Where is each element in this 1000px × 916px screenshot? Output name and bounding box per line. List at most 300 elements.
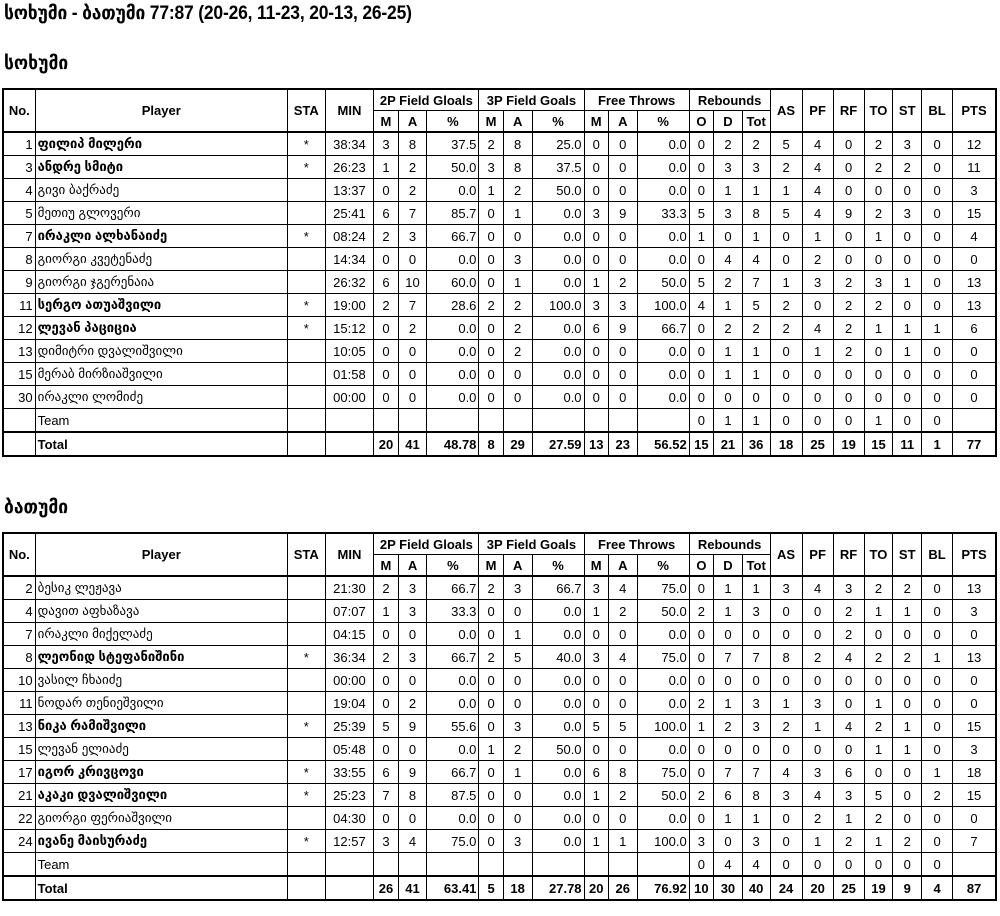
stat-rt: 3	[742, 156, 770, 179]
stat-rt: 1	[742, 179, 770, 202]
stat-p3m: 2	[479, 576, 503, 600]
stat-to: 2	[864, 646, 893, 669]
stat-p2p: 66.7	[427, 576, 479, 600]
stat-ftp: 50.0	[637, 271, 689, 294]
stat-p2a: 0	[398, 669, 427, 692]
team-stat-bl: 0	[922, 853, 953, 877]
stat-pts: 13	[953, 271, 996, 294]
player-name: ლევან პაციცია	[35, 317, 287, 340]
player-row	[3, 225, 996, 248]
stat-ftm: 3	[584, 646, 608, 669]
header-rf: RF	[833, 89, 864, 132]
stat-p3p: 0.0	[532, 386, 584, 409]
stat-as: 0	[770, 363, 802, 386]
stat-p2p: 0.0	[427, 340, 479, 363]
stat-ftm: 0	[584, 156, 608, 179]
stat-as: 5	[770, 202, 802, 225]
player-row	[3, 363, 996, 386]
stat-p2a: 0	[398, 248, 427, 271]
player-minutes: 01:58	[325, 363, 374, 386]
stat-p2m: 0	[374, 669, 398, 692]
empty-cell	[427, 409, 479, 433]
total-stat-pts: 87	[953, 876, 996, 900]
empty-cell	[427, 853, 479, 877]
stat-ftm: 3	[584, 294, 608, 317]
stat-pts: 18	[953, 761, 996, 784]
total-stat-p2m: 26	[374, 876, 398, 900]
player-row	[3, 156, 996, 179]
player-minutes: 10:05	[325, 340, 374, 363]
total-stat-fta: 26	[608, 876, 637, 900]
stat-rf: 1	[833, 807, 864, 830]
player-name: ლეონიდ სტეფანიშინი	[35, 646, 287, 669]
stat-ftm: 0	[584, 386, 608, 409]
stat-st: 2	[893, 830, 922, 853]
player-name: მეთიუ გლოვერი	[35, 202, 287, 225]
stat-fta: 8	[608, 761, 637, 784]
stat-rf: 4	[833, 646, 864, 669]
stat-p2m: 3	[374, 830, 398, 853]
stat-ro: 2	[689, 692, 713, 715]
stat-as: 0	[770, 738, 802, 761]
subheader-tot: Tot	[742, 111, 770, 133]
stat-p3m: 0	[479, 715, 503, 738]
stat-p2m: 0	[374, 738, 398, 761]
stat-rf: 0	[833, 132, 864, 156]
stat-p3m: 0	[479, 248, 503, 271]
stat-to: 2	[864, 807, 893, 830]
starter-mark: *	[287, 715, 325, 738]
subheader-a: A	[608, 111, 637, 133]
player-row	[3, 340, 996, 363]
stat-p3p: 0.0	[532, 830, 584, 853]
stat-p3p: 0.0	[532, 600, 584, 623]
stat-p2p: 0.0	[427, 179, 479, 202]
total-row-label: Total	[35, 432, 287, 456]
stat-p3a: 2	[503, 317, 532, 340]
stat-ftm: 6	[584, 761, 608, 784]
stat-bl: 1	[922, 761, 953, 784]
stat-ftm: 0	[584, 248, 608, 271]
stat-p3m: 0	[479, 225, 503, 248]
total-stat-p2a: 41	[398, 876, 427, 900]
stat-st: 3	[893, 202, 922, 225]
stat-ftm: 1	[584, 830, 608, 853]
stat-fta: 4	[608, 576, 637, 600]
stat-p2a: 0	[398, 738, 427, 761]
stat-ftp: 0.0	[637, 248, 689, 271]
stat-p3a: 1	[503, 202, 532, 225]
header-rf: RF	[833, 533, 864, 576]
team-stat-as: 0	[770, 853, 802, 877]
subheader-m: M	[584, 555, 608, 577]
stat-p2m: 6	[374, 271, 398, 294]
stat-rf: 0	[833, 248, 864, 271]
stat-ro: 5	[689, 202, 713, 225]
player-number: 8	[3, 248, 35, 271]
stat-ftp: 100.0	[637, 294, 689, 317]
stat-ro: 0	[689, 363, 713, 386]
stat-p3m: 0	[479, 830, 503, 853]
stat-ro: 1	[689, 715, 713, 738]
subheader-m: M	[374, 111, 398, 133]
stat-pts: 13	[953, 576, 996, 600]
stat-rd: 2	[714, 715, 743, 738]
total-stat-p3m: 5	[479, 876, 503, 900]
stat-fta: 2	[608, 600, 637, 623]
subheader-o: O	[689, 555, 713, 577]
stat-rd: 0	[714, 225, 743, 248]
starter-mark	[287, 669, 325, 692]
stat-p2p: 66.7	[427, 225, 479, 248]
stat-rd: 1	[714, 600, 743, 623]
stat-pts: 0	[953, 363, 996, 386]
stat-to: 0	[864, 363, 893, 386]
stat-rd: 3	[714, 202, 743, 225]
stat-p3m: 3	[479, 156, 503, 179]
stat-as: 4	[770, 761, 802, 784]
stat-p2m: 7	[374, 784, 398, 807]
starter-mark	[287, 692, 325, 715]
empty-cell	[479, 853, 503, 877]
stat-ftp: 50.0	[637, 600, 689, 623]
player-number: 15	[3, 738, 35, 761]
team-title-away: ბათუმი	[4, 497, 69, 518]
stat-rt: 1	[742, 807, 770, 830]
subheader-percent: %	[637, 111, 689, 133]
stat-ftp: 0.0	[637, 132, 689, 156]
stat-rt: 7	[742, 646, 770, 669]
stat-rt: 0	[742, 669, 770, 692]
subheader-d: D	[714, 111, 743, 133]
player-number: 12	[3, 317, 35, 340]
stat-pf: 2	[802, 248, 833, 271]
stat-p3m: 0	[479, 692, 503, 715]
stat-fta: 9	[608, 202, 637, 225]
stat-rf: 9	[833, 202, 864, 225]
stat-rf: 2	[833, 600, 864, 623]
stat-pf: 3	[802, 692, 833, 715]
player-row	[3, 807, 996, 830]
subheader-m: M	[479, 111, 503, 133]
player-row	[3, 179, 996, 202]
stat-p2a: 8	[398, 784, 427, 807]
stat-st: 1	[893, 317, 922, 340]
stat-st: 0	[893, 692, 922, 715]
stat-st: 0	[893, 807, 922, 830]
stat-ftm: 3	[584, 202, 608, 225]
stat-p2a: 3	[398, 646, 427, 669]
stat-p3m: 0	[479, 623, 503, 646]
stat-pf: 0	[802, 294, 833, 317]
player-name: გიორგი ჯგერენაია	[35, 271, 287, 294]
stat-to: 1	[864, 830, 893, 853]
stat-st: 2	[893, 576, 922, 600]
stat-rf: 0	[833, 692, 864, 715]
stat-rd: 7	[714, 646, 743, 669]
stat-ro: 0	[689, 738, 713, 761]
empty-cell	[479, 409, 503, 433]
stat-ro: 5	[689, 271, 713, 294]
empty-cell	[637, 853, 689, 877]
empty-cell	[287, 432, 325, 456]
stat-fta: 0	[608, 132, 637, 156]
stat-p3p: 0.0	[532, 363, 584, 386]
player-number: 9	[3, 271, 35, 294]
total-stat-st: 11	[893, 432, 922, 456]
subheader-a: A	[503, 111, 532, 133]
player-minutes: 08:24	[325, 225, 374, 248]
stat-p2p: 0.0	[427, 623, 479, 646]
stat-ftm: 0	[584, 669, 608, 692]
stat-st: 0	[893, 179, 922, 202]
stat-p2m: 2	[374, 225, 398, 248]
player-minutes: 07:07	[325, 600, 374, 623]
total-stat-ro: 10	[689, 876, 713, 900]
stat-st: 0	[893, 761, 922, 784]
empty-cell	[287, 876, 325, 900]
empty-cell	[503, 409, 532, 433]
stat-bl: 0	[922, 225, 953, 248]
stat-p3a: 3	[503, 576, 532, 600]
stat-ftm: 0	[584, 738, 608, 761]
stat-ftm: 1	[584, 600, 608, 623]
stat-rd: 1	[714, 692, 743, 715]
player-row	[3, 715, 996, 738]
stat-rt: 0	[742, 386, 770, 409]
stat-as: 3	[770, 576, 802, 600]
stat-bl: 0	[922, 202, 953, 225]
player-number: 5	[3, 202, 35, 225]
total-stat-p2a: 41	[398, 432, 427, 456]
starter-mark	[287, 271, 325, 294]
stat-p2m: 5	[374, 715, 398, 738]
stat-rf: 0	[833, 225, 864, 248]
stat-to: 5	[864, 784, 893, 807]
starter-mark: *	[287, 761, 325, 784]
stat-bl: 0	[922, 576, 953, 600]
player-minutes: 21:30	[325, 576, 374, 600]
stat-p2m: 6	[374, 202, 398, 225]
stat-as: 0	[770, 225, 802, 248]
stat-pts: 7	[953, 830, 996, 853]
empty-cell	[608, 409, 637, 433]
empty-cell	[532, 409, 584, 433]
stat-p3a: 1	[503, 271, 532, 294]
stat-p3a: 2	[503, 738, 532, 761]
stat-fta: 0	[608, 248, 637, 271]
stat-p2p: 0.0	[427, 248, 479, 271]
stat-rt: 1	[742, 340, 770, 363]
header-min: MIN	[325, 533, 374, 576]
stat-rf: 3	[833, 576, 864, 600]
stat-st: 1	[893, 738, 922, 761]
stat-ftm: 0	[584, 692, 608, 715]
stat-rd: 4	[714, 248, 743, 271]
player-row	[3, 202, 996, 225]
player-number: 4	[3, 600, 35, 623]
stat-rd: 2	[714, 317, 743, 340]
header-free-throws: Free Throws	[584, 89, 689, 111]
stat-rd: 1	[714, 363, 743, 386]
stat-p3a: 0	[503, 225, 532, 248]
stat-p3p: 0.0	[532, 807, 584, 830]
stat-rt: 1	[742, 363, 770, 386]
stat-ftp: 0.0	[637, 179, 689, 202]
total-stat-fta: 23	[608, 432, 637, 456]
stat-bl: 0	[922, 271, 953, 294]
empty-cell	[325, 432, 374, 456]
stat-p2a: 9	[398, 761, 427, 784]
stat-ftp: 100.0	[637, 830, 689, 853]
stat-p2m: 2	[374, 576, 398, 600]
stat-rt: 7	[742, 761, 770, 784]
stat-ftp: 0.0	[637, 807, 689, 830]
stat-as: 3	[770, 784, 802, 807]
stat-bl: 0	[922, 156, 953, 179]
stat-bl: 2	[922, 784, 953, 807]
stat-ro: 0	[689, 623, 713, 646]
stat-to: 1	[864, 600, 893, 623]
stat-rd: 7	[714, 761, 743, 784]
stat-fta: 0	[608, 386, 637, 409]
player-minutes: 26:23	[325, 156, 374, 179]
stat-as: 1	[770, 179, 802, 202]
stat-as: 2	[770, 715, 802, 738]
stat-st: 2	[893, 646, 922, 669]
player-number: 11	[3, 294, 35, 317]
player-name: ივანე მაისურაძე	[35, 830, 287, 853]
stat-p2a: 7	[398, 202, 427, 225]
empty-cell	[374, 409, 398, 433]
stat-fta: 0	[608, 738, 637, 761]
player-name: ბესიკ ლეჟავა	[35, 576, 287, 600]
team-row-no	[3, 409, 35, 433]
stat-st: 0	[893, 784, 922, 807]
team-stat-rf: 0	[833, 409, 864, 433]
total-stat-to: 15	[864, 432, 893, 456]
header-rebounds: Rebounds	[689, 89, 770, 111]
stat-pf: 0	[802, 669, 833, 692]
stat-pf: 0	[802, 363, 833, 386]
stat-rt: 1	[742, 576, 770, 600]
stat-p3a: 5	[503, 646, 532, 669]
stat-st: 0	[893, 294, 922, 317]
player-row	[3, 271, 996, 294]
stat-p2m: 0	[374, 363, 398, 386]
stat-p2a: 7	[398, 294, 427, 317]
stat-p3p: 40.0	[532, 646, 584, 669]
stat-p2m: 0	[374, 340, 398, 363]
player-row	[3, 669, 996, 692]
stat-ftp: 0.0	[637, 669, 689, 692]
subheader-a: A	[398, 555, 427, 577]
stat-p3a: 0	[503, 386, 532, 409]
player-name: ფილიპ მილერი	[35, 132, 287, 156]
empty-cell	[325, 876, 374, 900]
stat-st: 3	[893, 132, 922, 156]
player-name: გიორგი ფერიაშვილი	[35, 807, 287, 830]
header-sta: STA	[287, 533, 325, 576]
stat-rf: 0	[833, 738, 864, 761]
stat-ro: 0	[689, 807, 713, 830]
stat-p3p: 100.0	[532, 294, 584, 317]
player-minutes: 25:23	[325, 784, 374, 807]
stat-st: 0	[893, 363, 922, 386]
total-stat-rf: 25	[833, 876, 864, 900]
stat-ftp: 66.7	[637, 317, 689, 340]
stat-rf: 2	[833, 623, 864, 646]
stat-p3p: 66.7	[532, 576, 584, 600]
header-bl: BL	[922, 533, 953, 576]
stat-rt: 3	[742, 600, 770, 623]
total-stat-rt: 36	[742, 432, 770, 456]
stat-pf: 0	[802, 738, 833, 761]
stat-pf: 4	[802, 179, 833, 202]
header-to: TO	[864, 89, 893, 132]
stat-as: 0	[770, 340, 802, 363]
stat-p2p: 0.0	[427, 807, 479, 830]
player-minutes: 19:00	[325, 294, 374, 317]
subheader-m: M	[374, 555, 398, 577]
stat-as: 0	[770, 248, 802, 271]
stat-rt: 8	[742, 202, 770, 225]
stat-p2p: 37.5	[427, 132, 479, 156]
player-name: მერაბ მირზიაშვილი	[35, 363, 287, 386]
stat-rf: 0	[833, 363, 864, 386]
team-stat-rt: 4	[742, 853, 770, 877]
stat-rd: 1	[714, 294, 743, 317]
empty-cell	[532, 853, 584, 877]
subheader-m: M	[479, 555, 503, 577]
stat-pts: 15	[953, 202, 996, 225]
player-name: ანდრე სმიტი	[35, 156, 287, 179]
stat-p2a: 4	[398, 830, 427, 853]
stat-p3p: 0.0	[532, 761, 584, 784]
stat-fta: 3	[608, 294, 637, 317]
total-stat-p2p: 48.78	[427, 432, 479, 456]
total-stat-rt: 40	[742, 876, 770, 900]
player-number: 30	[3, 386, 35, 409]
stat-p2a: 3	[398, 225, 427, 248]
stat-pf: 4	[802, 132, 833, 156]
stat-p2p: 50.0	[427, 156, 479, 179]
stat-rt: 1	[742, 225, 770, 248]
player-minutes: 05:48	[325, 738, 374, 761]
stat-ro: 1	[689, 225, 713, 248]
total-stat-rd: 21	[714, 432, 743, 456]
starter-mark	[287, 386, 325, 409]
team-stat-rd: 1	[714, 409, 743, 433]
empty-cell	[637, 409, 689, 433]
stat-pts: 0	[953, 623, 996, 646]
stat-p3p: 0.0	[532, 202, 584, 225]
starter-mark: *	[287, 132, 325, 156]
total-stat-rd: 30	[714, 876, 743, 900]
box-score-table-home	[2, 88, 997, 457]
subheader-a: A	[503, 555, 532, 577]
total-stat-ftp: 56.52	[637, 432, 689, 456]
player-name: ირაკლი ალხანაიძე	[35, 225, 287, 248]
header-3p-field-goals: 3P Field Goals	[479, 89, 584, 111]
stat-to: 2	[864, 202, 893, 225]
stat-p3p: 50.0	[532, 738, 584, 761]
stat-pf: 4	[802, 202, 833, 225]
total-stat-p3p: 27.78	[532, 876, 584, 900]
stat-rd: 6	[714, 784, 743, 807]
team-row	[3, 409, 996, 433]
stat-p2p: 0.0	[427, 669, 479, 692]
